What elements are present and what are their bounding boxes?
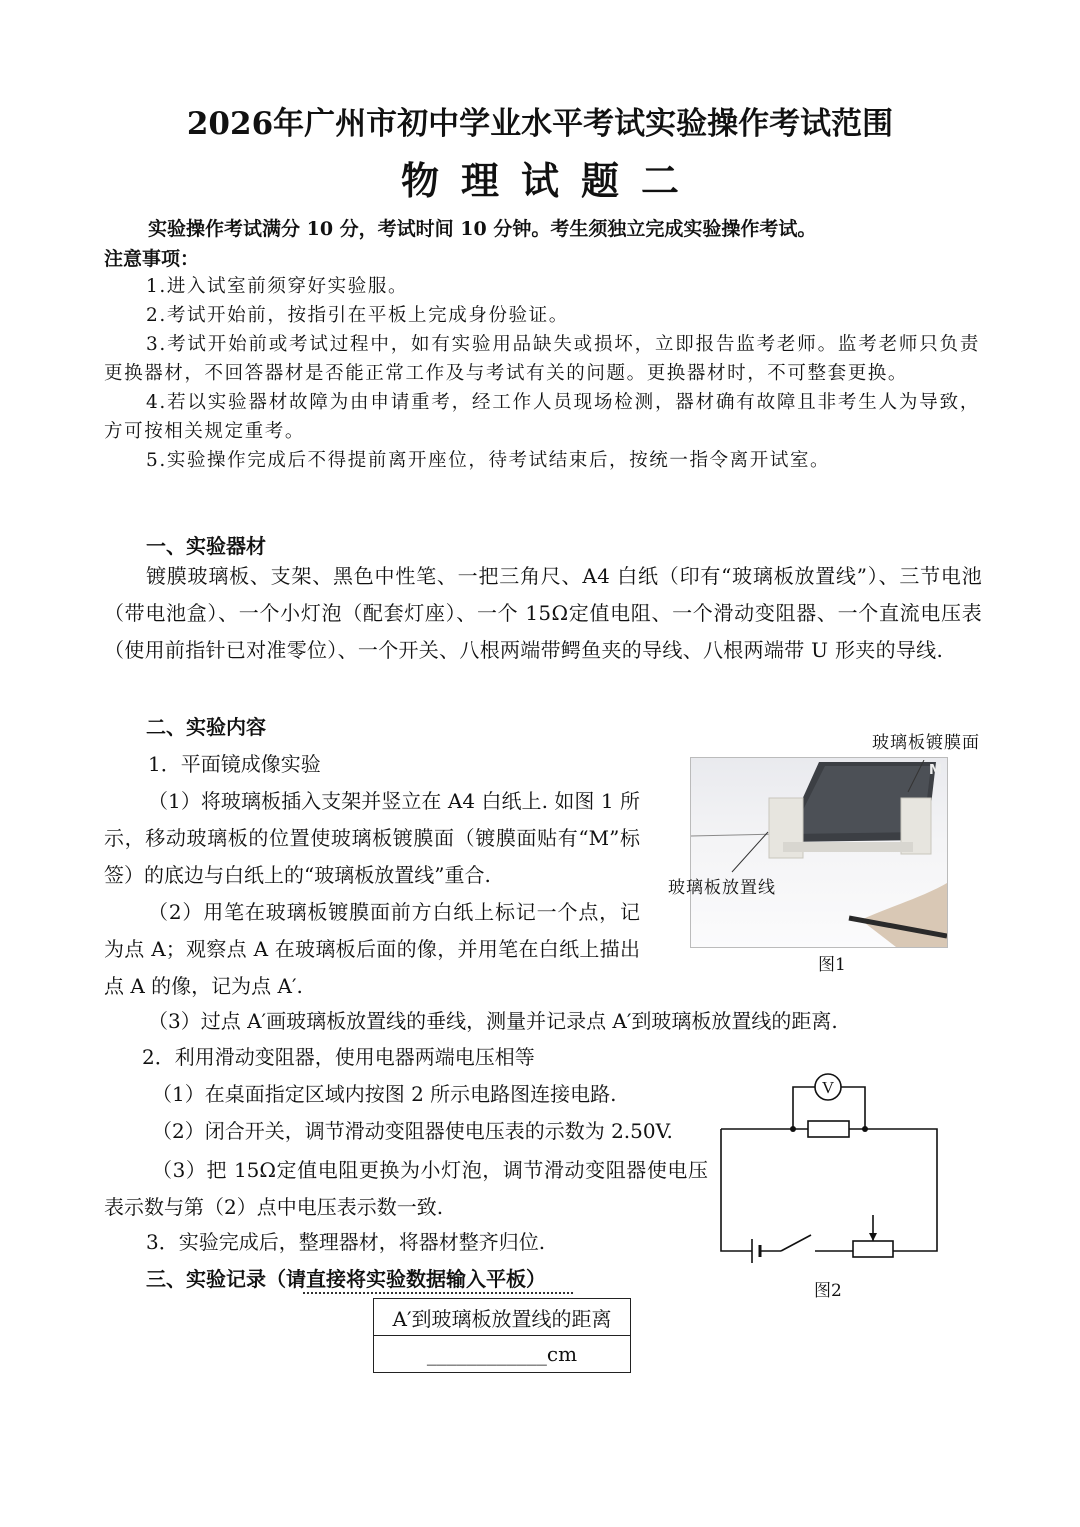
exp2-step3: （3）把 15Ω定值电阻更换为小灯泡，调节滑动变阻器使电压表示数与第（2）点中电压表示数一致. <box>104 1158 708 1219</box>
equipment-list: 镀膜玻璃板、支架、黑色中性笔、一把三角尺、A4 白纸（印有“玻璃板放置线”）、三节电池（带电池盒）、一个小灯泡（配套灯座）、一个 15Ω定值电阻、一个滑动变阻器、一个直流电压表（使用前指针已对准零位）、一个开关、八根两端带鳄鱼夹的导线、八根两端带 U 形夹的导线. <box>104 564 982 662</box>
hand <box>861 883 947 947</box>
page-subtitle: 物理试题二 <box>400 158 701 203</box>
table-row <box>374 1299 631 1336</box>
notes-heading: 注意事项： <box>104 248 200 270</box>
note-item: 5.实验操作完成后不得提前离开座位，待考试结束后，按统一指令离开试室。 <box>146 450 831 471</box>
fig1-leader-lines <box>728 760 1028 880</box>
exam-statement: 实验操作考试满分 10 分，考试时间 10 分钟。考生须独立完成实验操作考试。 <box>148 218 817 240</box>
rheostat-body <box>853 1241 893 1257</box>
fig2-circuit <box>715 1065 945 1265</box>
emphasis-dots <box>303 1292 573 1294</box>
distance-answer-cell[interactable] <box>374 1336 631 1373</box>
exp1-step3: （3）过点 A′画玻璃板放置线的垂线，测量并记录点 A′到玻璃板放置线的距离. <box>148 1009 838 1033</box>
exp2-step2: （2）闭合开关，调节滑动变阻器使电压表的示数为 2.50V. <box>152 1119 673 1143</box>
answer-unit: cm <box>546 1342 578 1366</box>
page-title: 2026年广州市初中学业水平考试实验操作考试范围 <box>186 106 894 142</box>
leader-coating <box>908 760 924 792</box>
leader-line <box>732 832 768 872</box>
fig1-caption: 图1 <box>818 955 846 975</box>
switch-blade <box>781 1235 811 1251</box>
wire-volt-left <box>793 1087 815 1129</box>
wire-volt-right <box>841 1087 865 1129</box>
exp1-step1: （1）将玻璃板插入支架并竖立在 A4 白纸上. 如图 1 所示，移动玻璃板的位置使玻璃板镀膜面（镀膜面贴有“M”标签）的底边与白纸上的“玻璃板放置线”重合. <box>104 789 640 887</box>
section-heading-content: 二、实验内容 <box>146 715 266 739</box>
table-header-cell: A′到玻璃板放置线的距离 <box>374 1299 631 1336</box>
section-heading-record <box>146 1263 546 1292</box>
wire-right <box>849 1129 937 1251</box>
table-row <box>374 1336 631 1373</box>
slider-arrow <box>869 1233 877 1241</box>
fig2-caption: 图2 <box>814 1281 842 1301</box>
exp1-title: 1．平面镜成像实验 <box>148 752 321 776</box>
answer-blank: ____________ <box>426 1342 547 1366</box>
section-heading-equipment: 一、实验器材 <box>146 534 266 558</box>
record-heading-text: 三、实验记录（请直接将实验数据输入平板） <box>146 1267 546 1291</box>
fig1-label-line: 玻璃板放置线 <box>668 878 776 898</box>
exp2-title: 2．利用滑动变阻器，使用电器两端电压相等 <box>142 1045 535 1069</box>
note-item: 2.考试开始前，按指引在平板上完成身份验证。 <box>146 305 569 326</box>
wire-left <box>721 1129 752 1251</box>
note-item: 1.进入试室前须穿好实验服。 <box>146 276 409 297</box>
note-item: 3.考试开始前或考试过程中，如有实验用品缺失或损坏，立即报告监考老师。监考老师只负责更换器材，不回答器材是否能正常工作及与考试有关的问题。更换器材时，不可整套更换。 <box>104 334 980 384</box>
exp3-step: 3．实验完成后，整理器材，将器材整齐归位. <box>146 1230 546 1254</box>
notes-list <box>104 272 980 475</box>
junction-left <box>790 1126 796 1132</box>
point-a <box>850 917 853 920</box>
resistor <box>808 1121 849 1137</box>
exp1-step2: （2）用笔在玻璃板镀膜面前方白纸上标记一个点，记为点 A；观察点 A 在玻璃板后面的像，并用笔在白纸上描出点 A 的像，记为点 A′. <box>104 900 640 998</box>
record-table <box>373 1298 631 1373</box>
note-item: 4.若以实验器材故障为由申请重考，经工作人员现场检测，器材确有故障且非考生人为导致，方可按相关规定重考。 <box>104 392 980 442</box>
junction-right <box>862 1126 868 1132</box>
voltmeter-label: V <box>821 1078 835 1097</box>
m-tag: M <box>929 763 942 778</box>
fig1-label-coating: 玻璃板镀膜面 <box>872 733 980 753</box>
exp2-step1: （1）在桌面指定区域内按图 2 所示电路图连接电路. <box>152 1082 617 1106</box>
